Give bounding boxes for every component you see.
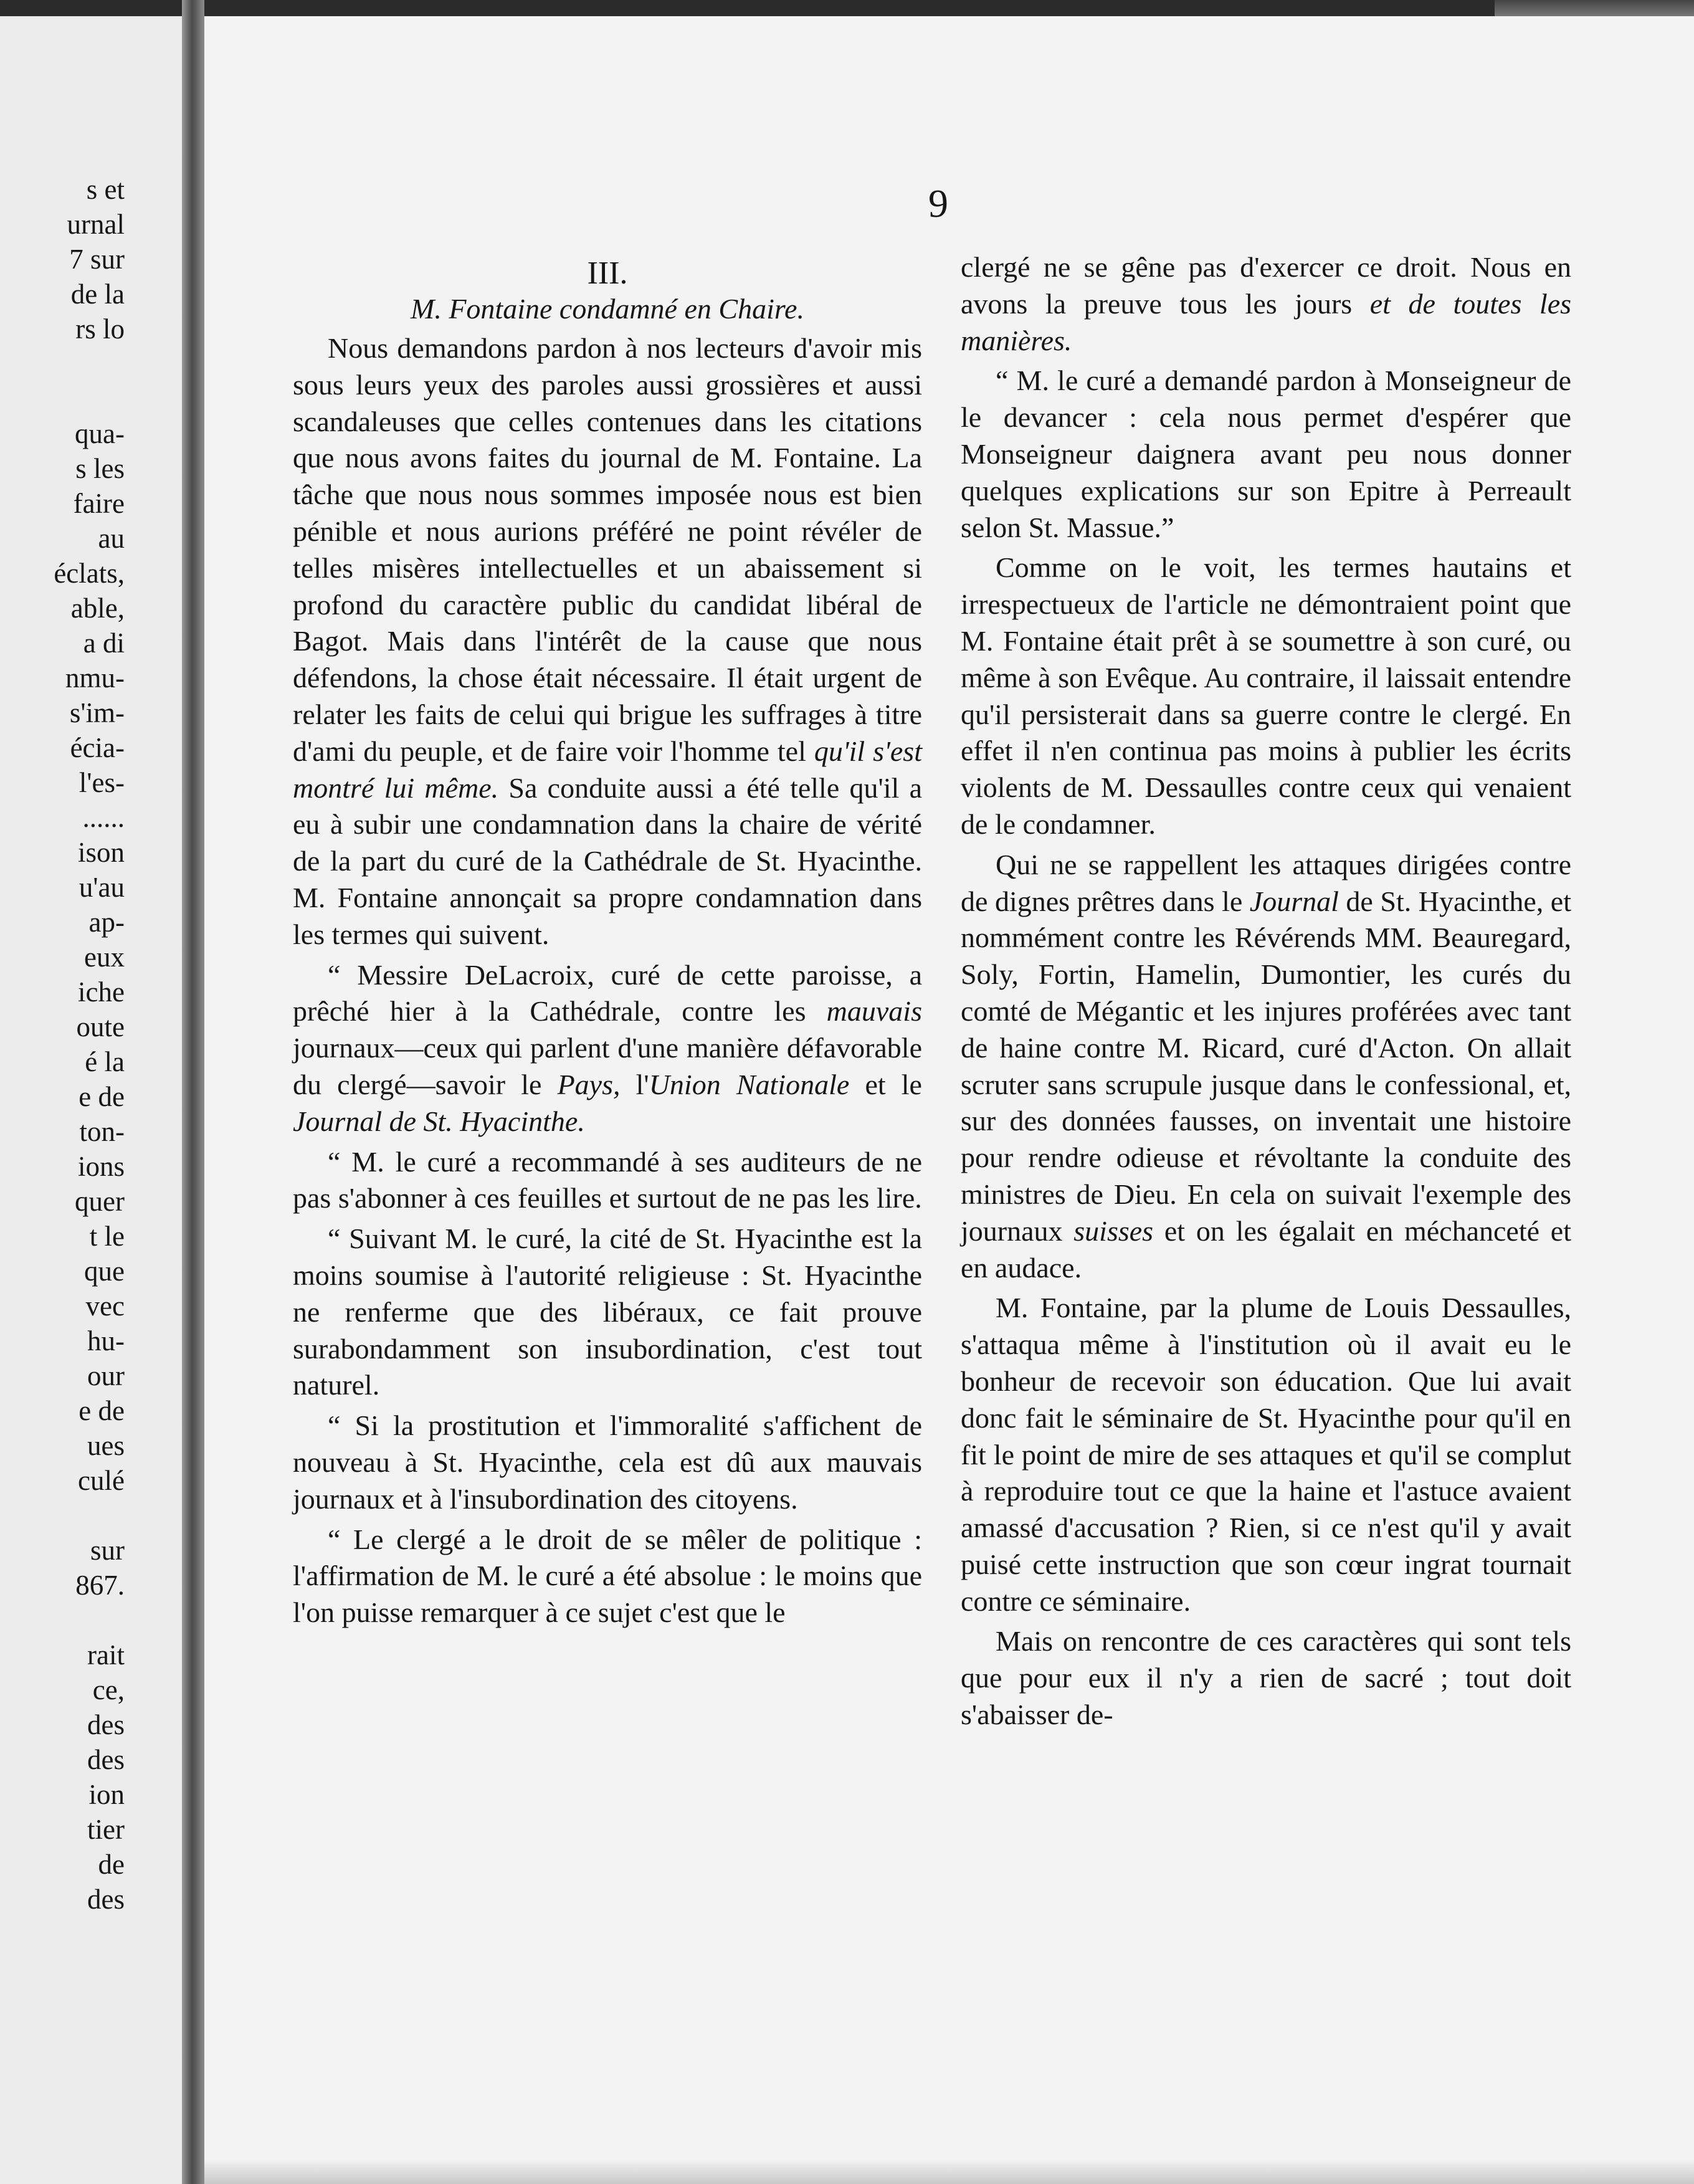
book-gutter	[182, 0, 204, 2184]
italic-run: suisses	[1073, 1214, 1154, 1247]
facing-page-line: des	[87, 1709, 125, 1740]
facing-page-edge	[0, 16, 187, 2184]
bottom-edge-shadow	[204, 2159, 1694, 2184]
facing-page-line: ion	[88, 1779, 125, 1810]
text-run: “ Messire DeLacroix, curé de cette paroisse, a prêché hier à la Cathédrale, contre les	[293, 958, 922, 1028]
section-number: III.	[587, 255, 628, 291]
text-run: journaux—ceux qui parlent d'une manière défavorable du clergé—savoir le	[293, 1032, 922, 1100]
text-run: clergé ne se gêne pas d'exercer ce droit. Nous en avons la preuve tous les jours	[961, 251, 1571, 320]
facing-page-line: tier	[87, 1814, 125, 1845]
facing-page-line: 867.	[75, 1570, 125, 1601]
paragraph	[293, 1522, 922, 1631]
text-run: et on les égalait en méchanceté et en audace.	[961, 1214, 1571, 1284]
facing-page-line: oute	[76, 1011, 125, 1042]
facing-page-line: urnal	[67, 209, 125, 240]
facing-page-line: s et	[86, 174, 125, 205]
paragraph	[293, 957, 922, 1140]
facing-page-line: ues	[87, 1430, 125, 1461]
text-run: l'	[620, 1068, 649, 1100]
text-run: “ M. le curé a recommandé à ses auditeurs de ne pas s'abonner à ces feuilles et surtout de ne pas les lire.	[293, 1145, 922, 1214]
paragraph	[293, 330, 922, 953]
text-run: Mais on rencontre de ces caractères qui sont tels que pour eux il n'y a rien de sacré ; tout doit s'abaisser de-	[961, 1625, 1571, 1731]
facing-page-line: que	[84, 1256, 125, 1287]
left-column-text	[293, 330, 922, 1631]
facing-page-line: écia-	[70, 732, 125, 763]
facing-page-line: au	[98, 523, 125, 554]
paragraph	[961, 550, 1571, 842]
facing-page-line: eux	[84, 942, 125, 973]
facing-page-line: de	[98, 1849, 125, 1880]
facing-page-line: éclats,	[54, 558, 125, 589]
right-column	[961, 249, 1571, 1737]
text-run: M. Fontaine, par la plume de Louis Dessaulles, s'attaqua même à l'institution où il avait eu le bonheur de recevoir son éducation. Que lui avait donc fait le séminaire de St. Hyacinthe pour qu'il en fit le point de mire de ses attaques et qu'il se complut à reproduire tout ce que la haine et l'astuce avaient amassé d'accusation ? Rien, si ce n'est qu'il y avait puisé cette instruction que son cœur ingrat tournait contre ce séminaire.	[961, 1292, 1571, 1617]
facing-page-line: rait	[87, 1639, 125, 1671]
facing-page-line: a di	[83, 627, 125, 659]
facing-page-line: iche	[78, 976, 125, 1008]
section-title: M. Fontaine condamné en Chaire.	[411, 293, 804, 325]
paragraph	[293, 1408, 922, 1517]
facing-page-line: sur	[90, 1535, 125, 1566]
facing-page-line: u'au	[79, 872, 125, 903]
facing-page-line: quа-	[75, 418, 125, 449]
facing-page-line: ison	[77, 837, 125, 868]
facing-page-line: faire	[73, 488, 125, 519]
paragraph	[293, 1221, 922, 1404]
italic-run: Pays,	[557, 1068, 621, 1100]
italic-run: qu'il s'est montré lui même.	[293, 735, 922, 804]
facing-page-line: quer	[75, 1186, 125, 1217]
facing-page-line: t le	[89, 1221, 125, 1252]
paragraph	[961, 1623, 1571, 1733]
facing-page-line: ions	[77, 1151, 125, 1182]
facing-page-line: culé	[78, 1465, 125, 1496]
italic-run: Union Nationale	[649, 1068, 850, 1100]
facing-page-line: e de	[79, 1395, 125, 1426]
facing-page-line: é la	[85, 1046, 125, 1077]
facing-page-line: ton-	[79, 1116, 125, 1147]
facing-page-line: vec	[85, 1290, 125, 1322]
left-column	[293, 249, 922, 1635]
facing-page-line: able,	[70, 593, 125, 624]
facing-page-line: our	[87, 1360, 125, 1391]
facing-page-line: e de	[79, 1081, 125, 1112]
text-run: Nous demandons pardon à nos lecteurs d'avoir mis sous leurs yeux des paroles aussi grossières et aussi scandaleuses que celles contenues dans les citations que nous avons faites du journal de M. Fontaine. La tâche que nous nous sommes imposée nous est bien pénible et nous aurions préféré ne point révéler de telles misères intellectuelles et un abaissement si profond du caractère public du candidat libéral de Bagot. Mais dans l'intérêt de la cause que nous défendons, la chose était nécessaire. Il était urgent de relater les faits de celui qui brigue les suffrages à titre d'ami du peuple, et de faire voir l'homme tel	[293, 332, 922, 767]
facing-page-line: s'im-	[69, 697, 125, 728]
facing-page-line: des	[87, 1744, 125, 1775]
right-column-text	[961, 249, 1571, 1733]
facing-page-line: de la	[70, 279, 125, 310]
text-run: “ Le clergé a le droit de se mêler de politique : l'affirmation de M. le curé a été absolue : le moins que l'on puisse remarquer à ce sujet c'est que le	[293, 1523, 922, 1629]
paragraph	[961, 363, 1571, 546]
italic-run: et de toutes les manières.	[961, 287, 1572, 356]
facing-page-line: s les	[75, 453, 125, 484]
facing-page-line: ce,	[92, 1674, 125, 1705]
text-run: “ M. le curé a demandé pardon à Monseigneur de le devancer : cela nous permet d'espérer que Monseigneur daignera avant peu nous donner quelques explications sur son Epitre à Perreault selon St. Massue.”	[961, 365, 1571, 543]
facing-page-line: 7 sur	[69, 244, 125, 275]
facing-page-line: l'es-	[79, 767, 125, 798]
facing-page-line: ......	[82, 802, 125, 833]
paragraph	[961, 249, 1571, 359]
text-run: “ Si la prostitution et l'immoralité s'affichent de nouveau à St. Hyacinthe, cela est dû aux mauvais journaux et à l'insubordination des citoyens.	[293, 1409, 922, 1515]
text-run: “ Suivant M. le curé, la cité de St. Hyacinthe est la moins soumise à l'autorité religieuse : St. Hyacinthe ne renferme que des libéraux, ce fait prouve surabondamment son insubordination, c'est tout naturel.	[293, 1223, 922, 1401]
italic-run: Journal	[1249, 885, 1339, 917]
paragraph	[293, 1144, 922, 1218]
facing-page-line: hu-	[87, 1325, 125, 1357]
text-run: Comme on le voit, les termes hautains et irrespectueux de l'article ne démontraient point que M. Fontaine était prêt à se soumettre à son curé, ou même à son Evêque. Au contraire, il laissait entendre qu'il persisterait dans sa guerre contre le clergé. En effet il n'en continua pas moins à publier les écrits violents de M. Dessaulles contre ceux qui venaient de le condamner.	[961, 551, 1571, 840]
facing-page-line: rs lo	[75, 313, 125, 345]
text-run: de St. Hyacinthe, et nommément contre les Révérends MM. Beauregard, Soly, Fortin, Hamelin, Dumontier, les curés du comté de Mégantic et les injures proférées avec tant de haine contre M. Ricard, curé d'Acton. On allait scruter sans scrupule jusque dans le confessional, et, sur des données fausses, on inventait une histoire pour rendre odieuse et révoltante la conduite des ministres de Dieu. En cela on suivait l'exemple des journaux	[961, 885, 1571, 1247]
italic-run: Journal de St. Hyacinthe.	[293, 1105, 585, 1137]
page-number: 9	[928, 181, 948, 226]
paragraph	[961, 1290, 1571, 1619]
facing-page-line: ap-	[88, 907, 125, 938]
text-run: Qui ne se rappellent les attaques dirigées contre de dignes prêtres dans le	[961, 848, 1571, 917]
text-run: Sa conduite aussi a été telle qu'il a eu à subir une condamnation dans la chaire de vérité de la part du curé de la Cathédrale de St. Hyacinthe. M. Fontaine annonçait sa propre condamnation dans les termes qui suivent.	[293, 771, 922, 950]
facing-page-line: des	[87, 1884, 125, 1915]
top-edge-shadow	[0, 0, 1694, 16]
facing-page-line: nmu-	[65, 662, 125, 694]
paragraph	[961, 847, 1571, 1287]
text-run: et le	[849, 1068, 922, 1100]
italic-run: mauvais	[826, 995, 922, 1028]
